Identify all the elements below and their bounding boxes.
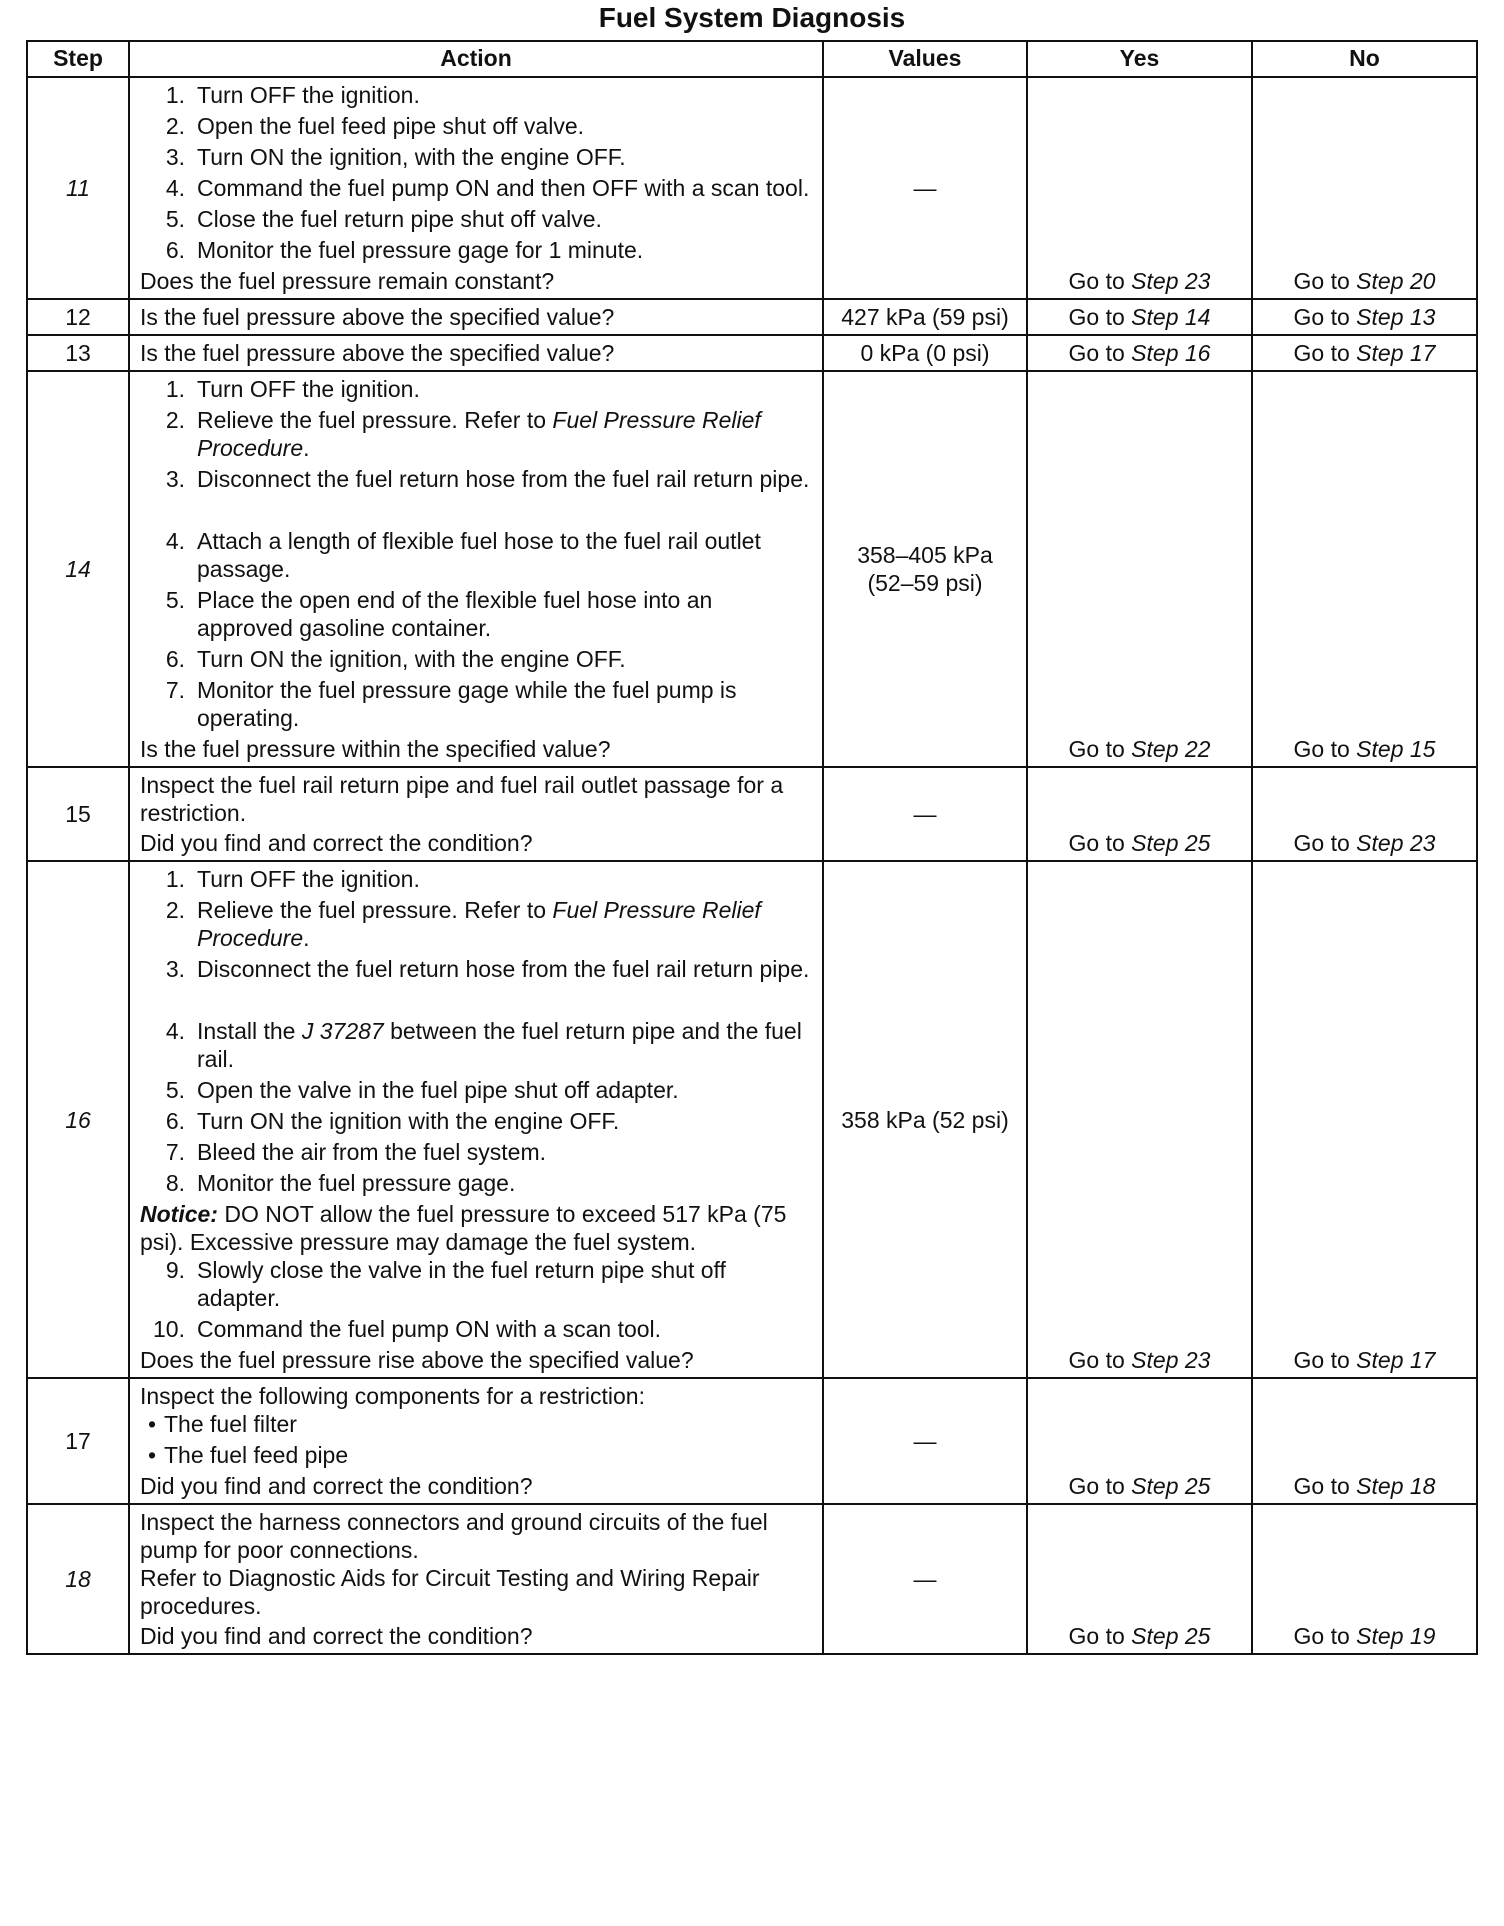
action-cell: 1. Turn OFF the ignition. 2. Relieve the fuel pressure. Refer to Fuel Pressure Relief Procedure. 3. Disconnect the fuel return hose from the fuel rail return pipe. 4. Install the J 37287 between the fuel return pipe and the fuel rail. 5. Open the valve in the fuel pipe shut off adapter. 6. Turn ON the ignition with the engine OFF. 7. Bleed the air from the fuel system. 8. Monitor the fuel pressure gage. Notice: DO NOT allow the fuel pressure to exceed 517 kPa (75 psi). Excessive pressure may damage the fuel system. 9. Slowly close the valve in the fuel return pipe shut off adapter. 10. Command the fuel pump ON with a scan tool. Does the fuel pressure rise above the specified value? [129, 861, 823, 1378]
yes-cell: Go to Step 16 [1027, 335, 1252, 371]
action-cell: Is the fuel pressure above the specified value? [129, 299, 823, 335]
question: Did you find and correct the condition? [140, 830, 533, 856]
value-cell: — [823, 1378, 1027, 1504]
question: Does the fuel pressure remain constant? [140, 268, 555, 294]
yes-cell: Go to Step 14 [1027, 299, 1252, 335]
action-cell: 1. Turn OFF the ignition. 2. Relieve the fuel pressure. Refer to Fuel Pressure Relief Procedure. 3. Disconnect the fuel return hose from the fuel rail return pipe. 4. Attach a length of flexible fuel hose to the fuel rail outlet passage. 5. Place the open end of the flexible fuel hose into an approved gasoline container. 6. Turn ON the ignition, with the engine OFF. 7. Monitor the fuel pressure gage while the fuel pump is operating. Is the fuel pressure within the specified value? [129, 371, 823, 767]
value-cell: 0 kPa (0 psi) [823, 335, 1027, 371]
notice: Notice: DO NOT allow the fuel pressure to exceed 517 kPa (75 psi). Excessive pressure may damage the fuel system. [140, 1201, 787, 1255]
step-number: 15 [27, 767, 129, 861]
table-row [27, 335, 1477, 371]
yes-cell: Go to Step 25 [1027, 767, 1252, 861]
no-cell: Go to Step 18 [1252, 1378, 1477, 1504]
header-action: Action [129, 41, 823, 77]
diagnosis-table [26, 40, 1478, 1655]
question: Is the fuel pressure within the specified value? [140, 736, 611, 762]
table-row [27, 299, 1477, 335]
question: Did you find and correct the condition? [140, 1473, 533, 1499]
page-title: Fuel System Diagnosis [598, 2, 906, 33]
value-cell: 427 kPa (59 psi) [823, 299, 1027, 335]
step-number: 11 [27, 77, 129, 299]
no-cell: Go to Step 19 [1252, 1504, 1477, 1654]
step-number: 17 [27, 1378, 129, 1504]
table-row [27, 767, 1477, 861]
no-cell: Go to Step 17 [1252, 335, 1477, 371]
header-values: Values [823, 41, 1027, 77]
yes-cell: Go to Step 22 [1027, 371, 1252, 767]
table-row [27, 1504, 1477, 1654]
yes-cell: Go to Step 25 [1027, 1504, 1252, 1654]
table-row [27, 371, 1477, 767]
yes-cell: Go to Step 25 [1027, 1378, 1252, 1504]
question: Does the fuel pressure rise above the specified value? [140, 1347, 694, 1373]
action-cell: 1. Turn OFF the ignition. 2. Open the fuel feed pipe shut off valve. 3. Turn ON the ignition, with the engine OFF. 4. Command the fuel pump ON and then OFF with a scan tool. 5. Close the fuel return pipe shut off valve. 6. Monitor the fuel pressure gage for 1 minute. Does the fuel pressure remain constant? [129, 77, 823, 299]
header-yes: Yes [1027, 41, 1252, 77]
step-number: 13 [27, 335, 129, 371]
no-cell: Go to Step 15 [1252, 371, 1477, 767]
yes-cell: Go to Step 23 [1027, 861, 1252, 1378]
no-cell: Go to Step 20 [1252, 77, 1477, 299]
action-cell: Inspect the harness connectors and ground circuits of the fuel pump for poor connections. Refer to Diagnostic Aids for Circuit Testing and Wiring Repair procedures. Did you find and correct the condition? [129, 1504, 823, 1654]
question: Did you find and correct the condition? [140, 1623, 533, 1649]
no-cell: Go to Step 17 [1252, 861, 1477, 1378]
no-cell: Go to Step 13 [1252, 299, 1477, 335]
no-cell: Go to Step 23 [1252, 767, 1477, 861]
yes-cell: Go to Step 23 [1027, 77, 1252, 299]
value-cell: 358 kPa (52 psi) [823, 861, 1027, 1378]
table-row [27, 861, 1477, 1378]
value-cell: 358–405 kPa (52–59 psi) [823, 371, 1027, 767]
header-no: No [1252, 41, 1477, 77]
value-cell: — [823, 1504, 1027, 1654]
table-row [27, 77, 1477, 299]
header-step: Step [27, 41, 129, 77]
action-cell: Inspect the fuel rail return pipe and fuel rail outlet passage for a restriction. Did you find and correct the condition? [129, 767, 823, 861]
step-number: 12 [27, 299, 129, 335]
action-cell: Inspect the following components for a restriction: • The fuel filter • The fuel feed pipe Did you find and correct the condition? [129, 1378, 823, 1504]
action-cell: Is the fuel pressure above the specified value? [129, 335, 823, 371]
value-cell: — [823, 77, 1027, 299]
header-row [27, 41, 1477, 77]
step-number: 18 [27, 1504, 129, 1654]
step-number: 16 [27, 861, 129, 1378]
step-number: 14 [27, 371, 129, 767]
table-row [27, 1378, 1477, 1504]
value-cell: — [823, 767, 1027, 861]
